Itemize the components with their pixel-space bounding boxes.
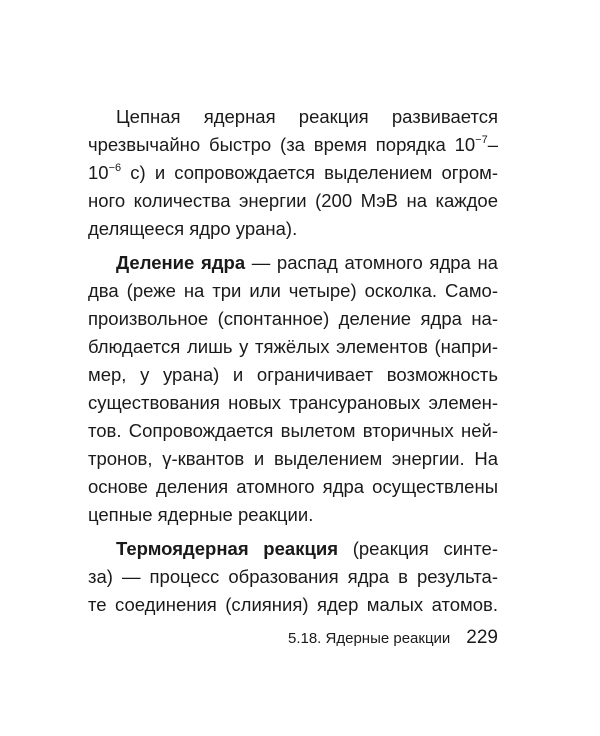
text-line: основе деления атомного ядра осуществлены [88, 476, 498, 497]
text-line: произвольное (спонтанное) деление ядра на- [88, 308, 498, 329]
text: — распад атомного ядра на [245, 252, 498, 273]
page-body [88, 103, 498, 625]
text-line: делящееся ядро урана). [88, 218, 298, 239]
text-line: за) — процесс образования ядра в результа- [88, 566, 498, 587]
text-line: цепные ядерные реакции. [88, 504, 314, 525]
text-line: блюдается лишь у тяжёлых элементов (напри- [88, 336, 498, 357]
text-line [88, 535, 498, 563]
running-footer-section: 5.18. Ядерные реакции [287, 630, 451, 647]
text-line: ного количества энергии (200 МэВ на каждое [88, 190, 498, 211]
page-number: 229 [466, 627, 498, 648]
text-line [88, 249, 498, 277]
text-line [88, 159, 498, 187]
term-fusion: Термоядерная реакция [116, 538, 338, 559]
paragraph-chain-reaction [88, 103, 498, 243]
text: (реакция синте- [338, 538, 498, 559]
text: чрезвычайно быстро (за время порядка 10 [88, 134, 476, 155]
text-line [88, 131, 498, 159]
paragraph-fission [88, 249, 498, 529]
text-line: существования новых трансурановых элемен- [88, 392, 498, 413]
text: – [487, 134, 498, 155]
term-fission: Деление ядра [116, 252, 246, 273]
text: Цепная ядерная реакция развивается [116, 106, 498, 127]
text-line: те соединения (слияния) ядер малых атомов. [88, 594, 498, 615]
text-line: тов. Сопровождается вылетом вторичных ней- [88, 420, 498, 441]
page-footer [288, 626, 498, 651]
superscript: −7 [475, 134, 488, 146]
superscript: −6 [108, 162, 122, 174]
text-line [88, 103, 498, 131]
text-line: мер, у урана) и ограничивает возможность [88, 364, 498, 385]
text: с) и сопровождается выделением огром- [130, 162, 498, 183]
text: 10 [88, 162, 109, 183]
text-line: два (реже на три или четыре) осколка. Само- [88, 280, 498, 301]
paragraph-fusion [88, 535, 498, 619]
text-line: тронов, γ-квантов и выделением энергии. На [88, 448, 498, 469]
